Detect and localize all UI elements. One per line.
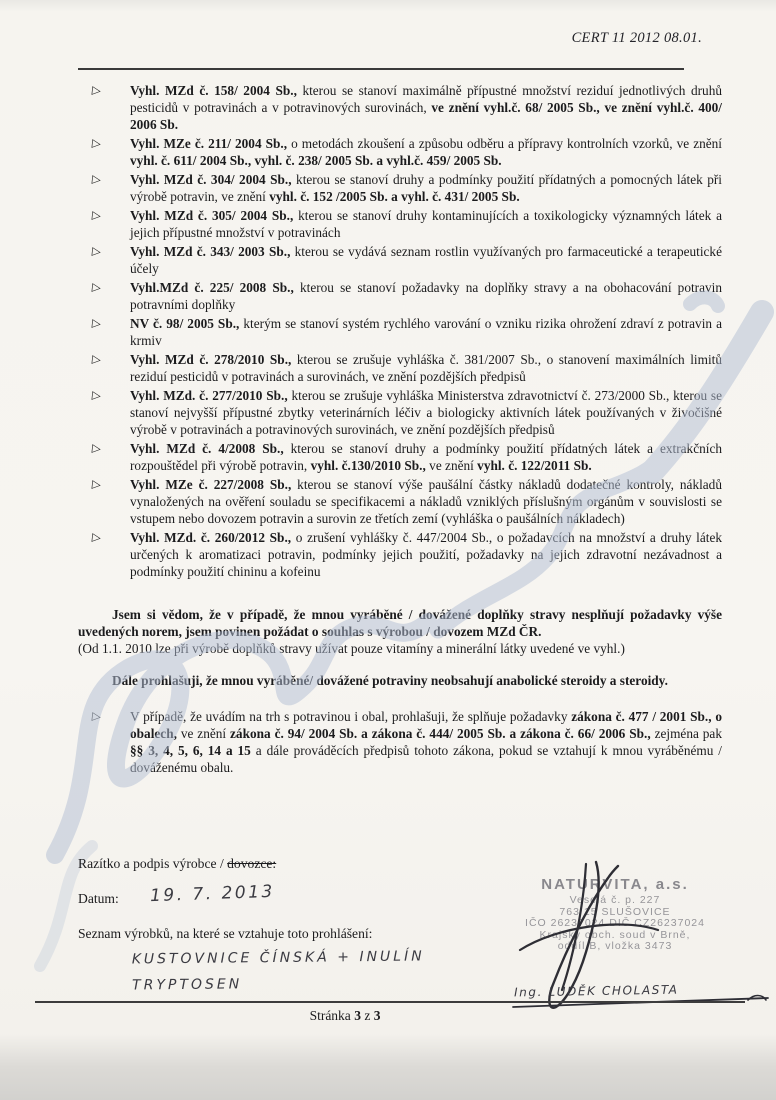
stamp-line: Krajský obch. soud v Brně, xyxy=(539,928,691,941)
regulation-item xyxy=(78,529,722,580)
stamp-company: NATURVITA, a.s. xyxy=(541,876,689,893)
company-stamp xyxy=(460,876,770,953)
list-arrow-icon: ▷ xyxy=(91,279,102,295)
regulation-text: Vyhl. MZd č. 305/ 2004 Sb., kterou se stanoví druhy kontaminujících a toxikologicky významných látek a jejich přípustné množství v potravinách xyxy=(130,208,722,240)
cert-code: CERT 11 2012 08.01. xyxy=(571,30,702,46)
regulation-text: NV č. 98/ 2005 Sb., kterým se stanoví systém rychlého varování o vzniku rizika ohrožení zdraví z potravin a krmiv xyxy=(130,316,722,348)
list-arrow-icon: ▷ xyxy=(91,135,102,151)
list-arrow-icon: ▷ xyxy=(91,529,102,545)
declaration-steroids: Dále prohlašuji, že mnou vyráběné/ dovážené potraviny neobsahují anabolické steroidy a steroidy. xyxy=(112,673,668,688)
regulation-text: Vyhl. MZe č. 211/ 2004 Sb., o metodách zkoušení a způsobu odběru a přípravy kontrolních vzorků, ve znění vyhl. č. 611/ 2004 Sb., vyhl. č. 238/ 2005 Sb. a vyhl.č. 459/ 2005 Sb. xyxy=(130,136,722,168)
regulation-item xyxy=(78,315,722,349)
handwritten-signer-name: Ing. LUDĚK CHOLASTA xyxy=(513,982,679,1000)
regulation-item xyxy=(78,207,722,241)
date-label: Datum: xyxy=(78,891,119,906)
products-label: Seznam výrobků, na které se vztahuje toto prohlášení: xyxy=(78,926,373,941)
list-arrow-icon: ▷ xyxy=(91,207,102,223)
list-arrow-icon: ▷ xyxy=(91,387,102,403)
handwritten-product-line: KUSTOVNICE ČÍNSKÁ + INULÍN xyxy=(131,948,425,968)
regulation-text: Vyhl.MZd č. 225/ 2008 Sb., kterou se stanoví požadavky na doplňky stravy a na obohacování potravin potravními doplňky xyxy=(130,280,722,312)
stamp-line: oddíl B, vložka 3473 xyxy=(557,940,673,952)
regulation-item xyxy=(78,351,722,385)
regulation-item xyxy=(78,135,722,169)
note-vitamins: (Od 1.1. 2010 lze při výrobě doplňků stravy užívat pouze vitamíny a minerální látky uvedené ve vyhl.) xyxy=(78,641,625,656)
list-arrow-icon: ▷ xyxy=(91,708,102,724)
list-arrow-icon: ▷ xyxy=(91,82,102,98)
list-arrow-icon: ▷ xyxy=(91,171,102,187)
regulation-list xyxy=(78,82,722,580)
struck-word: dovozce: xyxy=(227,856,277,871)
regulation-text: Vyhl. MZd. č. 260/2012 Sb., o zrušení vyhlášky č. 447/2004 Sb., o požadavcích na množství a druhy látek určených k aromatizaci potravin, podmínky jejich použití, požadavky na jejich zdravotní nezávadnost a podmínky použití chininu a kofeinu xyxy=(130,530,722,579)
stamp-lines xyxy=(460,895,770,953)
regulation-item xyxy=(78,476,722,527)
document-body xyxy=(78,82,722,778)
packaging-declaration: ▷ V případě, že uvádím na trh s potravinou i obal, prohlašuji, že splňuje požadavky zákona č. 477 / 2001 Sb., o obalech, ve znění zákona č. 94/ 2004 Sb. a zákona č. 444/ 2005 Sb. a zákona č. 66/ 2006 Sb., zejména pak §§ 3, 4, 5, 6, 14 a 15 a dále prováděcích předpisů tohoto zákona, pokud se vztahují k mnou vyráběnému / dováženému obalu. xyxy=(91,708,722,775)
regulation-item xyxy=(78,387,722,438)
regulation-item xyxy=(78,440,722,474)
stamp-line: Veselá č. p. 227 xyxy=(569,894,661,906)
list-arrow-icon: ▷ xyxy=(91,351,102,367)
list-arrow-icon: ▷ xyxy=(91,476,102,492)
regulation-item xyxy=(78,243,722,277)
regulation-text: Vyhl. MZd č. 158/ 2004 Sb., kterou se stanoví maximálně přípustné množství reziduí jednotlivých druhů pesticidů v potravinách a v potravinových surovinách, ve znění vyhl.č. 68/ 2005 Sb., ve znění vyhl.č. 400/ 2006 Sb. xyxy=(130,83,722,132)
list-arrow-icon: ▷ xyxy=(91,440,102,456)
stamp-line: IČO 26237024 DIČ CZ26237024 xyxy=(525,917,705,929)
handwritten-products xyxy=(132,943,425,998)
regulation-item xyxy=(78,171,722,205)
list-arrow-icon: ▷ xyxy=(91,315,102,331)
declaration-supplements: Jsem si vědom, že v případě, že mnou vyráběné / dovážené doplňky stravy nesplňují požadavky výše uvedených norem, jsem povinen požádat o souhlas s výrobou / dovozem MZd ČR. xyxy=(78,607,722,639)
regulation-text: Vyhl. MZe č. 227/2008 Sb., kterou se stanoví výše paušální částky nákladů dodatečné kontroly, nákladů vynaložených na ověření souladu se specifikacemi a nákladů vzniklých příslušným orgánům v souvislosti se vstupem nebo dovozem potravin a surovin ze třetích zemí (vyhláška o paušálních nákladech) xyxy=(130,477,722,526)
regulation-text: Vyhl. MZd č. 343/ 2003 Sb., kterou se vydává seznam rostlin využívaných pro farmaceutické a terapeutické účely xyxy=(130,244,722,276)
header-rule xyxy=(78,68,684,70)
handwritten-product-line: TRYPTOSEN xyxy=(132,976,243,994)
regulation-text: Vyhl. MZd č. 278/2010 Sb., kterou se zrušuje vyhláška č. 381/2007 Sb., o stanovení maximálních limitů reziduí pesticidů v potravinách a surovinách, ve znění pozdějších předpisů xyxy=(130,352,722,384)
regulation-text: Vyhl. MZd. č. 277/2010 Sb., kterou se zrušuje vyhláška Ministerstva zdravotnictví č. 273/2000 Sb., kterou se stanoví nejvyšší přípustné zbytky veterinárních léčiv a biologicky aktivních látek používaných v živočišné výrobě v potravinách a potravinových surovinách, ve znění pozdějších předpisů xyxy=(130,388,723,437)
regulation-text: Vyhl. MZd č. 4/2008 Sb., kterou se stanoví druhy a podmínky použití přídatných látek a extrakčních rozpouštědel při výrobě potravin, vyhl. č.130/2010 Sb., ve znění vyhl. č. 122/2011 Sb. xyxy=(130,441,722,473)
regulation-item xyxy=(78,279,722,313)
page-number: Stránka 3 z 3 xyxy=(309,1008,381,1023)
list-arrow-icon: ▷ xyxy=(91,243,102,259)
footer-rule xyxy=(35,1001,745,1003)
handwritten-date: 19. 7. 2013 xyxy=(149,881,276,907)
stamp-caption: Razítko a podpis výrobce / dovozce: xyxy=(78,856,277,871)
regulation-item xyxy=(78,82,722,133)
stamp-line: 763 15 SLUŠOVICE xyxy=(559,905,671,918)
regulation-text: Vyhl. MZd č. 304/ 2004 Sb., kterou se stanoví druhy a podmínky použití přídatných a pomocných látek při výrobě potravin, ve znění vyhl. č. 152 /2005 Sb. a vyhl. č. 431/ 2005 Sb. xyxy=(130,172,722,204)
